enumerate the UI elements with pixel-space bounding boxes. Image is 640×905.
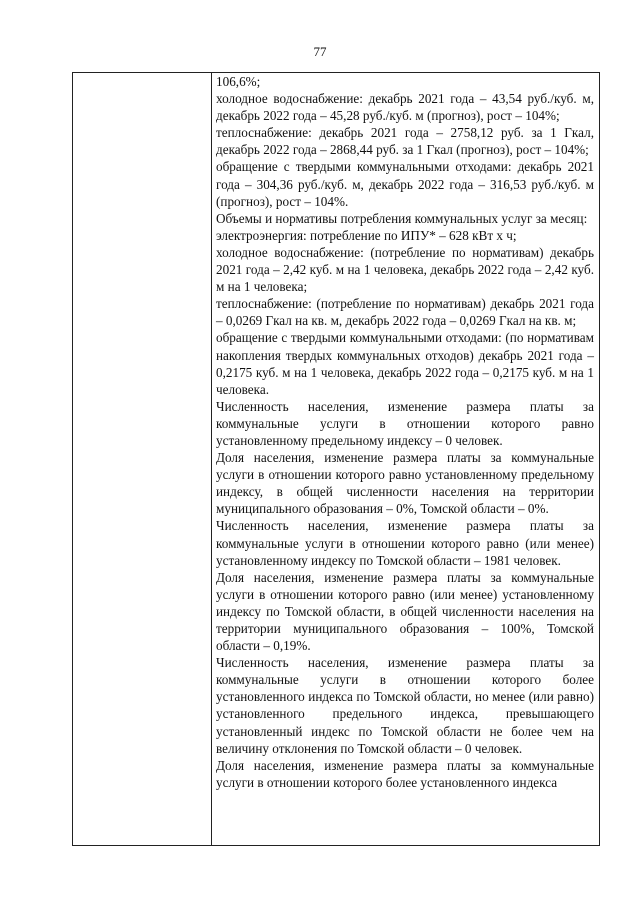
paragraph: Доля населения, изменение размера платы за коммунальные услуги в отношении которого более установленного индекса (216, 757, 594, 790)
paragraph: теплоснабжение: декабрь 2021 года – 2758,12 руб. за 1 Гкал, декабрь 2022 года – 2868,44 руб. за 1 Гкал (прогноз), рост – 104%; (216, 125, 594, 158)
paragraph: Доля населения, изменение размера платы за коммунальные услуги в отношении которого равно установленному предельному индексу, в общей численности населения на территории муниципального образования – 0%, Томской области – 0%. (216, 450, 594, 517)
paragraph: электроэнергия: потребление по ИПУ* – 628 кВт х ч; (216, 227, 517, 243)
paragraph: Доля населения, изменение размера платы за коммунальные услуги в отношении которого равно (или менее) установленному индексу по Томской области, в общей численности населения на территории муниципального образования – 100%, Томской области – 0,19%. (216, 569, 594, 654)
paragraph: 106,6%; (216, 74, 261, 89)
paragraph: Объемы и нормативы потребления коммунальных услуг за месяц: (216, 210, 588, 226)
table-left-column (73, 73, 212, 845)
paragraph: холодное водоснабжение: (потребление по нормативам) декабрь 2021 года – 2,42 куб. м на 1 человека, декабрь 2022 года – 2,42 куб. м на 1 человека; (216, 244, 594, 295)
content-table (72, 72, 600, 846)
page-number: 77 (313, 44, 327, 59)
paragraph: Численность населения, изменение размера платы за коммунальные услуги в отношении которого более установленного индекса по Томской области, но менее (или равно) установленного предельного индекса, превышающего установленный индекс по Томской области не более чем на величину отклонения по Томской области – 0 человек. (216, 655, 594, 756)
paragraph: Численность населения, изменение размера платы за коммунальные услуги в отношении которого равно (или менее) установленному индексу по Томской области – 1981 человек. (216, 518, 594, 568)
table-right-column (212, 73, 599, 845)
paragraph: теплоснабжение: (потребление по нормативам) декабрь 2021 года – 0,0269 Гкал на кв. м, декабрь 2022 года – 0,0269 Гкал на кв. м; (216, 296, 594, 329)
paragraph: обращение с твердыми коммунальными отходами: (по нормативам накопления твердых коммунальных отходов) декабрь 2021 года – 0,2175 куб. м на 1 человека, декабрь 2022 года – 0,2175 куб. м на 1 человека. (216, 330, 594, 397)
paragraph: холодное водоснабжение: декабрь 2021 года – 43,54 руб./куб. м, декабрь 2022 года – 45,28 руб./куб. м (прогноз), рост – 104%; (216, 91, 594, 124)
paragraph: обращение с твердыми коммунальными отходами: декабрь 2021 года – 304,36 руб./куб. м, декабрь 2022 года – 316,53 руб./куб. м (прогноз), рост – 104%. (216, 159, 594, 209)
paragraph: Численность населения, изменение размера платы за коммунальные услуги в отношении которого равно установленному предельному индексу – 0 человек. (216, 398, 594, 448)
